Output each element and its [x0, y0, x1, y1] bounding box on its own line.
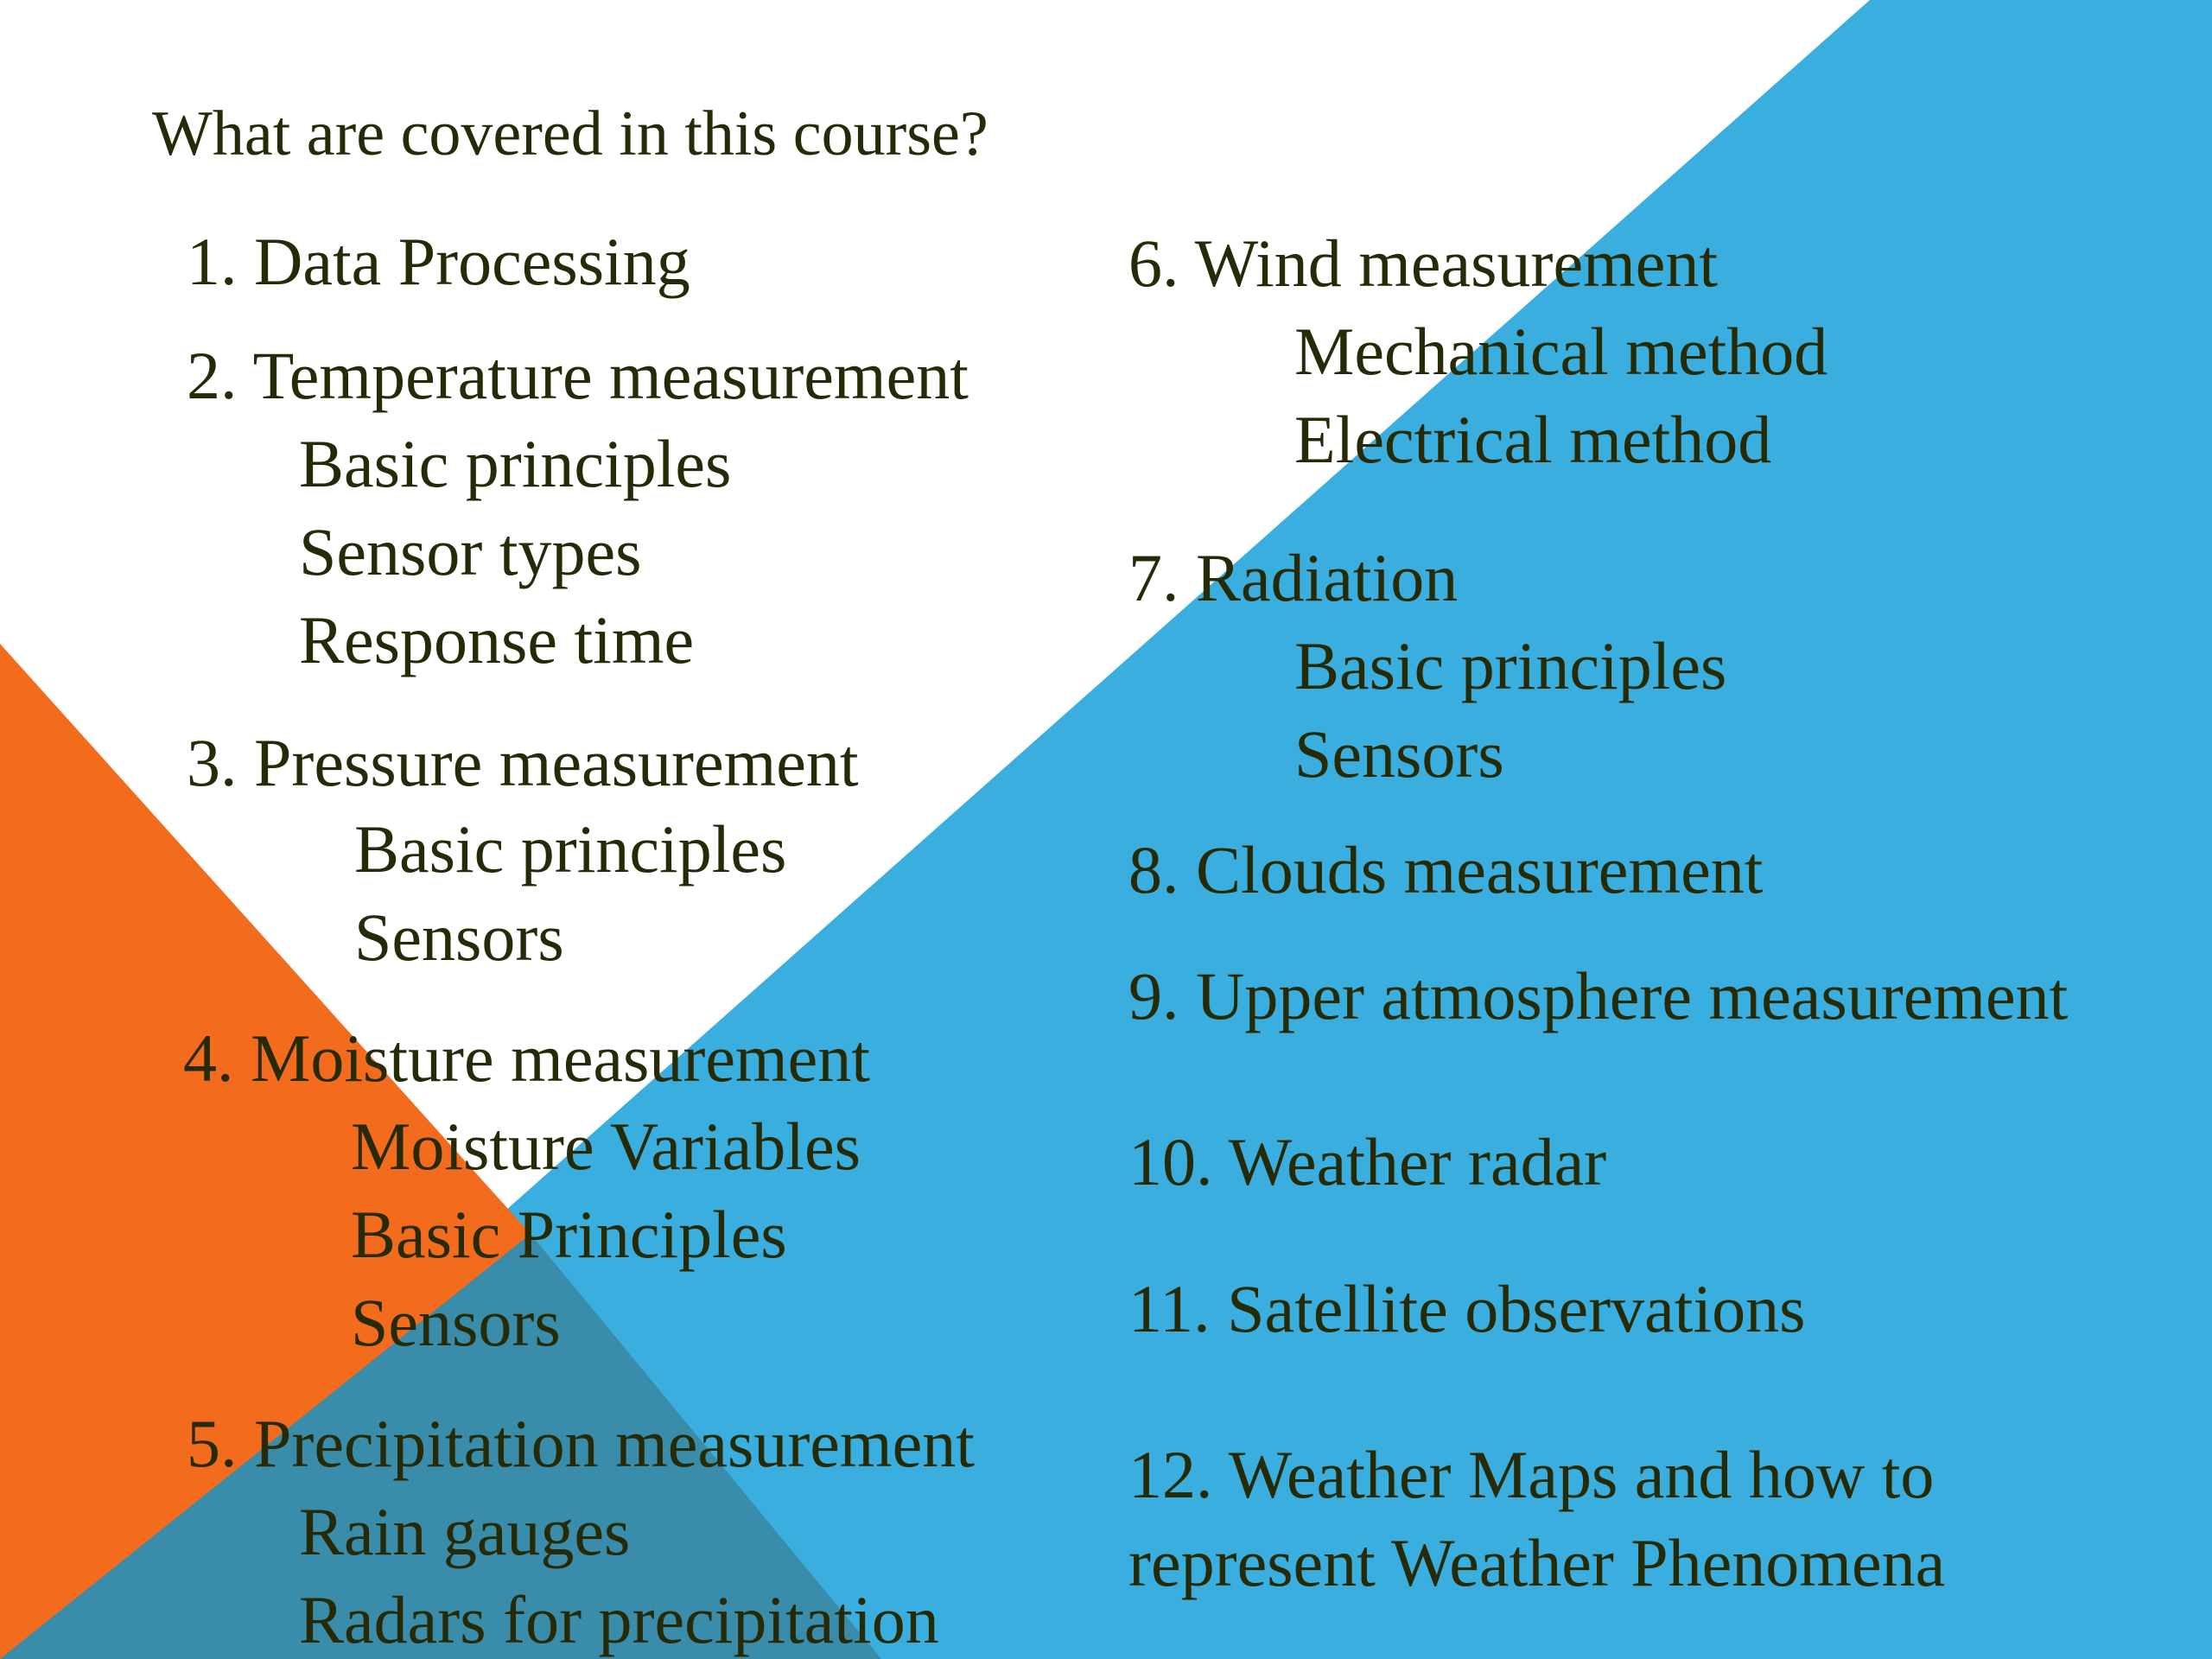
- item-6-sub-2: Electrical method: [1294, 402, 1772, 477]
- item-3-heading: 3. Pressure measurement: [187, 725, 859, 800]
- item-9-heading: 9. Upper atmosphere measurement: [1128, 958, 2069, 1033]
- item-3-sub-2: Sensors: [354, 899, 564, 975]
- item-12-line-1: 12. Weather Maps and how to: [1128, 1437, 1935, 1512]
- item-2-sub-1: Basic principles: [299, 426, 732, 501]
- item-1-heading: 1. Data Processing: [187, 224, 690, 299]
- item-2-heading: 2. Temperature measurement: [187, 338, 969, 413]
- item-7-sub-2: Sensors: [1294, 716, 1504, 791]
- item-4-heading: 4. Moisture measurement: [183, 1020, 870, 1096]
- item-2-sub-2: Sensor types: [299, 514, 642, 589]
- item-2-sub-3: Response time: [299, 602, 695, 677]
- item-10-heading: 10. Weather radar: [1128, 1124, 1607, 1199]
- item-6-sub-1: Mechanical method: [1294, 314, 1828, 389]
- item-4-sub-2: Basic Principles: [351, 1197, 787, 1272]
- item-7-heading: 7. Radiation: [1128, 540, 1459, 615]
- item-5-sub-2: Radars for precipitation: [299, 1582, 939, 1657]
- item-8-heading: 8. Clouds measurement: [1128, 832, 1764, 907]
- slide-title: What are covered in this course?: [152, 99, 988, 169]
- item-6-heading: 6. Wind measurement: [1128, 226, 1719, 301]
- item-5-heading: 5. Precipitation measurement: [187, 1406, 975, 1481]
- item-4-sub-1: Moisture Variables: [351, 1109, 861, 1184]
- item-11-heading: 11. Satellite observations: [1128, 1271, 1806, 1346]
- item-12-line-2: represent Weather Phenomena: [1128, 1525, 1946, 1600]
- item-4-sub-3: Sensors: [351, 1285, 561, 1360]
- item-7-sub-1: Basic principles: [1294, 628, 1727, 703]
- item-5-sub-1: Rain gauges: [299, 1494, 631, 1569]
- item-3-sub-1: Basic principles: [354, 811, 787, 887]
